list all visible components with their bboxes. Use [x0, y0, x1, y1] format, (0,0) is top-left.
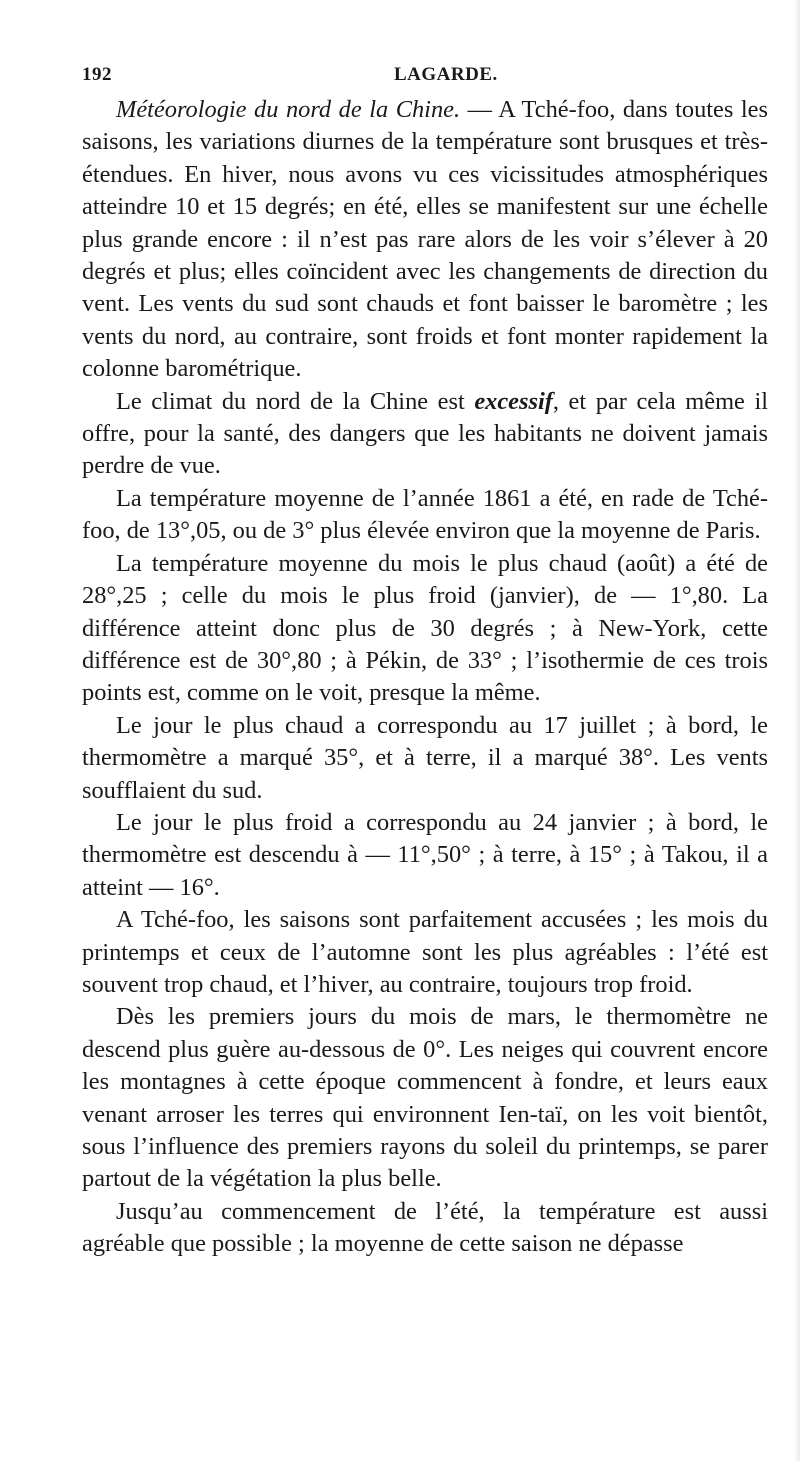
body-text	[82, 94, 768, 1261]
paragraph-text: — A Tché-foo, dans toutes les saisons, les variations diurnes de la température sont brusques et très-étendues. En hiver, nous avons vu ces vicissitudes atmosphériques atteindre 10 et 15 degrés; en été, elles se manifestent sur une échelle plus grande encore : il n’est pas rare alors de les voir s’élever à 20 degrés et plus; elles coïncident avec les changements de direction du vent. Les vents du sud sont chauds et font baisser le baromètre ; les vents du nord, au contraire, sont froids et font monter rapidement la colonne barométrique.	[82, 96, 768, 383]
paragraph-monthly-mean: La température moyenne du mois le plus chaud (août) a été de 28°,25 ; celle du mois le plus froid (janvier), de — 1°,80. La différence atteint donc plus de 30 degrés ; à New-York, cette différence est de 30°,80 ; à Pékin, de 33° ; l’isothermie de ces trois points est, comme on le voit, presque la même.	[82, 549, 768, 707]
paragraph-text: Le climat du nord de la Chine est	[116, 387, 475, 415]
paragraph-text: , et par cela même il offre, pour la santé, des dangers que les habitants ne doivent jamais perdre de vue.	[82, 387, 768, 480]
paragraph-meteorology	[82, 94, 768, 386]
emphasis-word: excessif	[474, 387, 553, 415]
paragraph-hottest-day: Le jour le plus chaud a correspondu au 17 juillet ; à bord, le thermomètre a marqué 35°, et à terre, il a marqué 38°. Les vents soufflaient du sud.	[82, 711, 768, 804]
page-number: 192	[82, 64, 112, 85]
section-title: Météorologie du nord de la Chine.	[116, 96, 461, 123]
running-head: LAGARDE.	[394, 64, 498, 85]
paragraph-seasons: A Tché-foo, les saisons sont parfaitement accusées ; les mois du printemps et ceux de l’automne sont les plus agréables : l’été est souvent trop chaud, et l’hiver, au contraire, toujours trop froid.	[82, 906, 768, 998]
paragraph-climate	[82, 386, 768, 483]
paragraph-summer-start: Jusqu’au commencement de l’été, la température est aussi agréable que possible ; la moyenne de cette saison ne dépasse	[82, 1197, 768, 1258]
paragraph-spring: Dès les premiers jours du mois de mars, le thermomètre ne descend plus guère au-dessous de 0°. Les neiges qui couvrent encore les montagnes à cette époque commencent à fondre, et leurs eaux venant arroser les terres qui environnent Ien-taï, on les voit bientôt, sous l’influence des premiers rayons du soleil du printemps, se parer partout de la végétation la plus belle.	[82, 1003, 768, 1193]
page-edge-shadow	[794, 0, 800, 1461]
page-header	[82, 64, 782, 94]
paragraph-coldest-day: Le jour le plus froid a correspondu au 24 janvier ; à bord, le thermomètre est descendu à — 11°,50° ; à terre, à 15° ; à Takou, il a atteint — 16°.	[82, 808, 768, 901]
paragraph-annual-mean: La température moyenne de l’année 1861 a été, en rade de Tché-foo, de 13°,05, ou de 3° plus élevée environ que la moyenne de Paris.	[82, 484, 768, 545]
